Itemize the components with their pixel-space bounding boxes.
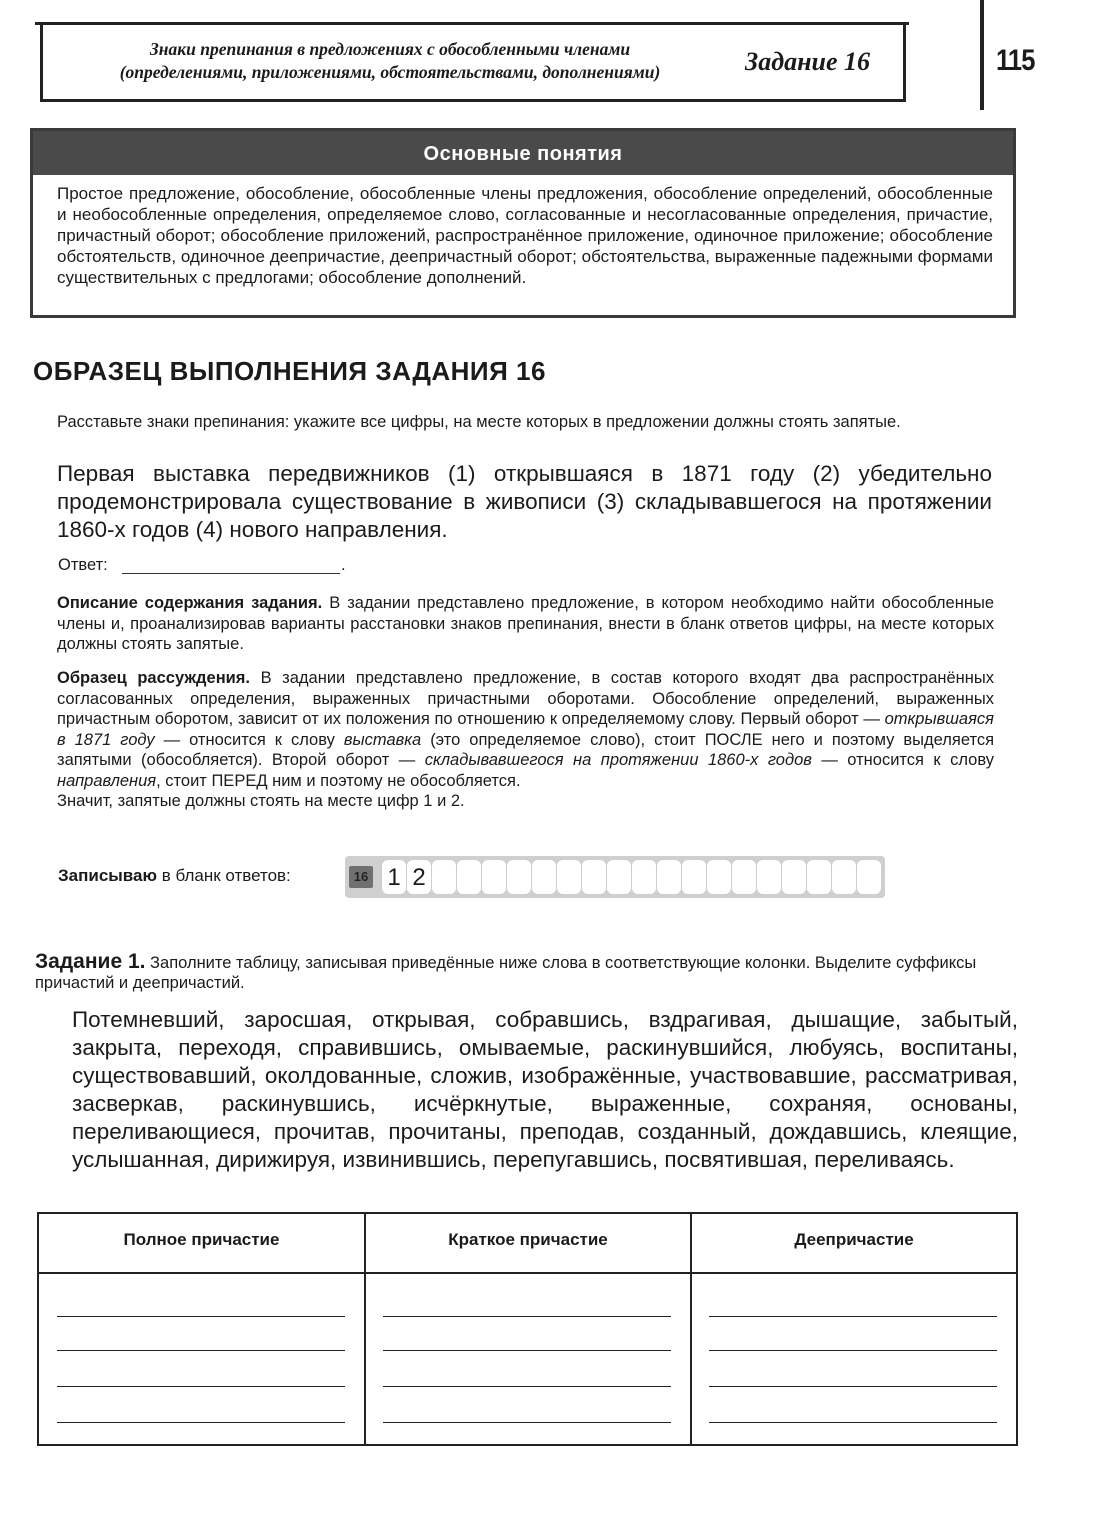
answer-form-cell[interactable] (432, 860, 456, 894)
reasoning-italic-1: открывшаяся в 1871 году (57, 710, 994, 749)
table-answer-line[interactable] (57, 1422, 345, 1423)
reasoning-text-4: — относится к слову (811, 751, 994, 769)
reasoning-conclusion: Значит, запятые должны стоять на месте цифр 1 и 2. (57, 792, 465, 810)
table-answer-line[interactable] (709, 1350, 997, 1351)
answer-form-cell[interactable] (832, 860, 856, 894)
answer-form-cell[interactable] (507, 860, 531, 894)
answer-form-cell[interactable] (757, 860, 781, 894)
record-label-rest: в бланк ответов: (157, 866, 291, 885)
reasoning-text-1: В задании представлено предложение, в состав которого входят два распространённых согласованных определения, выраженных причастными оборотами. Обособление определений, выраженных причастным оборотом, зависит от их положения по отношению к определяемому слову. Первый оборот — (57, 669, 994, 728)
table-answer-line[interactable] (383, 1350, 671, 1351)
table-header-divider (39, 1272, 1016, 1274)
answer-form-cell[interactable] (782, 860, 806, 894)
table-answer-line[interactable] (383, 1386, 671, 1387)
answer-form-cell[interactable] (807, 860, 831, 894)
answer-form-number: 16 (349, 866, 373, 888)
sample-instruction: Расставьте знаки препинания: укажите все цифры, на месте которых в предложении должны стоять запятые. (57, 413, 901, 431)
header-title (60, 38, 720, 84)
table-answer-line[interactable] (709, 1386, 997, 1387)
header-task-label: Задание 16 (745, 47, 871, 76)
answer-form-cell[interactable] (482, 860, 506, 894)
concepts-box (30, 128, 1016, 318)
table-answer-line[interactable] (709, 1422, 997, 1423)
table-answer-line[interactable] (57, 1350, 345, 1351)
answer-form-cell[interactable]: 2 (407, 860, 431, 894)
answer-form-cell[interactable] (607, 860, 631, 894)
header-title-line1: Знаки препинания в предложениях с обособленными членами (149, 39, 631, 59)
reasoning-text-3: (это определяемое слово), стоит ПОСЛЕ него и поэтому выделяется запятыми (обособляется). Второй оборот — (57, 730, 995, 769)
answer-form-cell[interactable] (732, 860, 756, 894)
page-number: 115 (996, 44, 1035, 77)
table-answer-line[interactable] (57, 1316, 345, 1317)
reasoning-text-2: — относится к слову (154, 730, 344, 749)
page-margin-rule (980, 0, 984, 110)
task1-word-list: Потемневший, заросшая, открывая, собравшись, вздрагивая, дышащие, забытый, закрыта, переходя, справившись, омываемые, раскинувшийся, любуясь, воспитаны, существовавший, околдованные, сложив, изображённые, участвовавшие, рассматривая, засверкав, раскинувшись, исчёркнутые, выраженные, сохраняя, основаны, переливающиеся, прочитав, прочитаны, преподав, созданный, дождавшись, клеящие, услышанная, дирижируя, извинившись, перепугавшись, посвятившая, переливаясь. (72, 1007, 1018, 1172)
answer-form-cell[interactable] (457, 860, 481, 894)
record-label (58, 866, 291, 886)
answer-form-cell[interactable] (682, 860, 706, 894)
classification-table (37, 1212, 1018, 1446)
answer-form-cell[interactable] (632, 860, 656, 894)
description-text: В задании представлено предложение, в котором необходимо найти обособленные члены и, проанализировав варианты расстановки знаков препинания, внести в бланк ответов цифры, на месте которых должны стоять запятые. (57, 594, 994, 653)
task1-instruction (35, 952, 1015, 993)
reasoning-sample (57, 668, 994, 812)
reasoning-text-5: , стоит ПЕРЕД ним и поэтому не обособляется. (156, 771, 521, 790)
answer-form-cell[interactable]: 1 (382, 860, 406, 894)
table-header-short-participle: Краткое причастие (448, 1230, 608, 1249)
answer-label: Ответ: (58, 556, 108, 574)
table-header-full-participle: Полное причастие (123, 1230, 280, 1249)
task1-instruction-text: Заполните таблицу, записывая приведённые ниже слова в соответствующие колонки. Выделите суффиксы причастий и деепричастий. (35, 954, 977, 992)
task-description (57, 593, 994, 655)
answer-form-cell[interactable] (857, 860, 881, 894)
answer-blank-line[interactable] (122, 573, 340, 574)
table-header-gerund: Деепричастие (794, 1230, 914, 1249)
reasoning-label: Образец рассуждения. (57, 669, 251, 687)
sample-sentence: Первая выставка передвижников (1) открывшаяся в 1871 году (2) убедительно продемонстрировала существование в живописи (3) складывавшегося на протяжении 1860-х годов (4) нового направления. (57, 461, 992, 542)
table-answer-line[interactable] (383, 1422, 671, 1423)
record-label-bold: Записываю (58, 866, 157, 885)
table-answer-line[interactable] (709, 1316, 997, 1317)
answer-form-cell[interactable] (657, 860, 681, 894)
answer-form-cell[interactable] (707, 860, 731, 894)
description-label: Описание содержания задания. (57, 594, 323, 612)
table-answer-line[interactable] (57, 1386, 345, 1387)
reasoning-italic-2: выставка (343, 730, 422, 749)
reasoning-italic-4: направления (57, 771, 157, 790)
answer-end-mark: . (341, 556, 346, 574)
answer-form-cell[interactable] (557, 860, 581, 894)
task1-label: Задание 1. (35, 950, 146, 973)
reasoning-italic-3: складывавшегося на протяжении 1860-х годов (424, 751, 812, 769)
answer-form-cell[interactable] (532, 860, 556, 894)
concepts-heading: Основные понятия (33, 131, 1013, 175)
answer-form-cell[interactable] (582, 860, 606, 894)
table-answer-line[interactable] (383, 1316, 671, 1317)
header-title-line2: (определениями, приложениями, обстоятельствами, дополнениями) (119, 62, 661, 82)
concepts-text: Простое предложение, обособление, обособленные члены предложения, обособление определений, обособленные и необособленные определения, определяемое слово, согласованные и несогласованные определения, причастие, причастный оборот; обособление приложений, распространённое приложение, одиночное приложение; обособление обстоятельств, одиночное деепричастие, деепричастный оборот; обстоятельства, выраженные падежными формами существительных с предлогами; обособление дополнений. (57, 184, 993, 287)
sample-title: ОБРАЗЕЦ ВЫПОЛНЕНИЯ ЗАДАНИЯ 16 (33, 356, 546, 386)
